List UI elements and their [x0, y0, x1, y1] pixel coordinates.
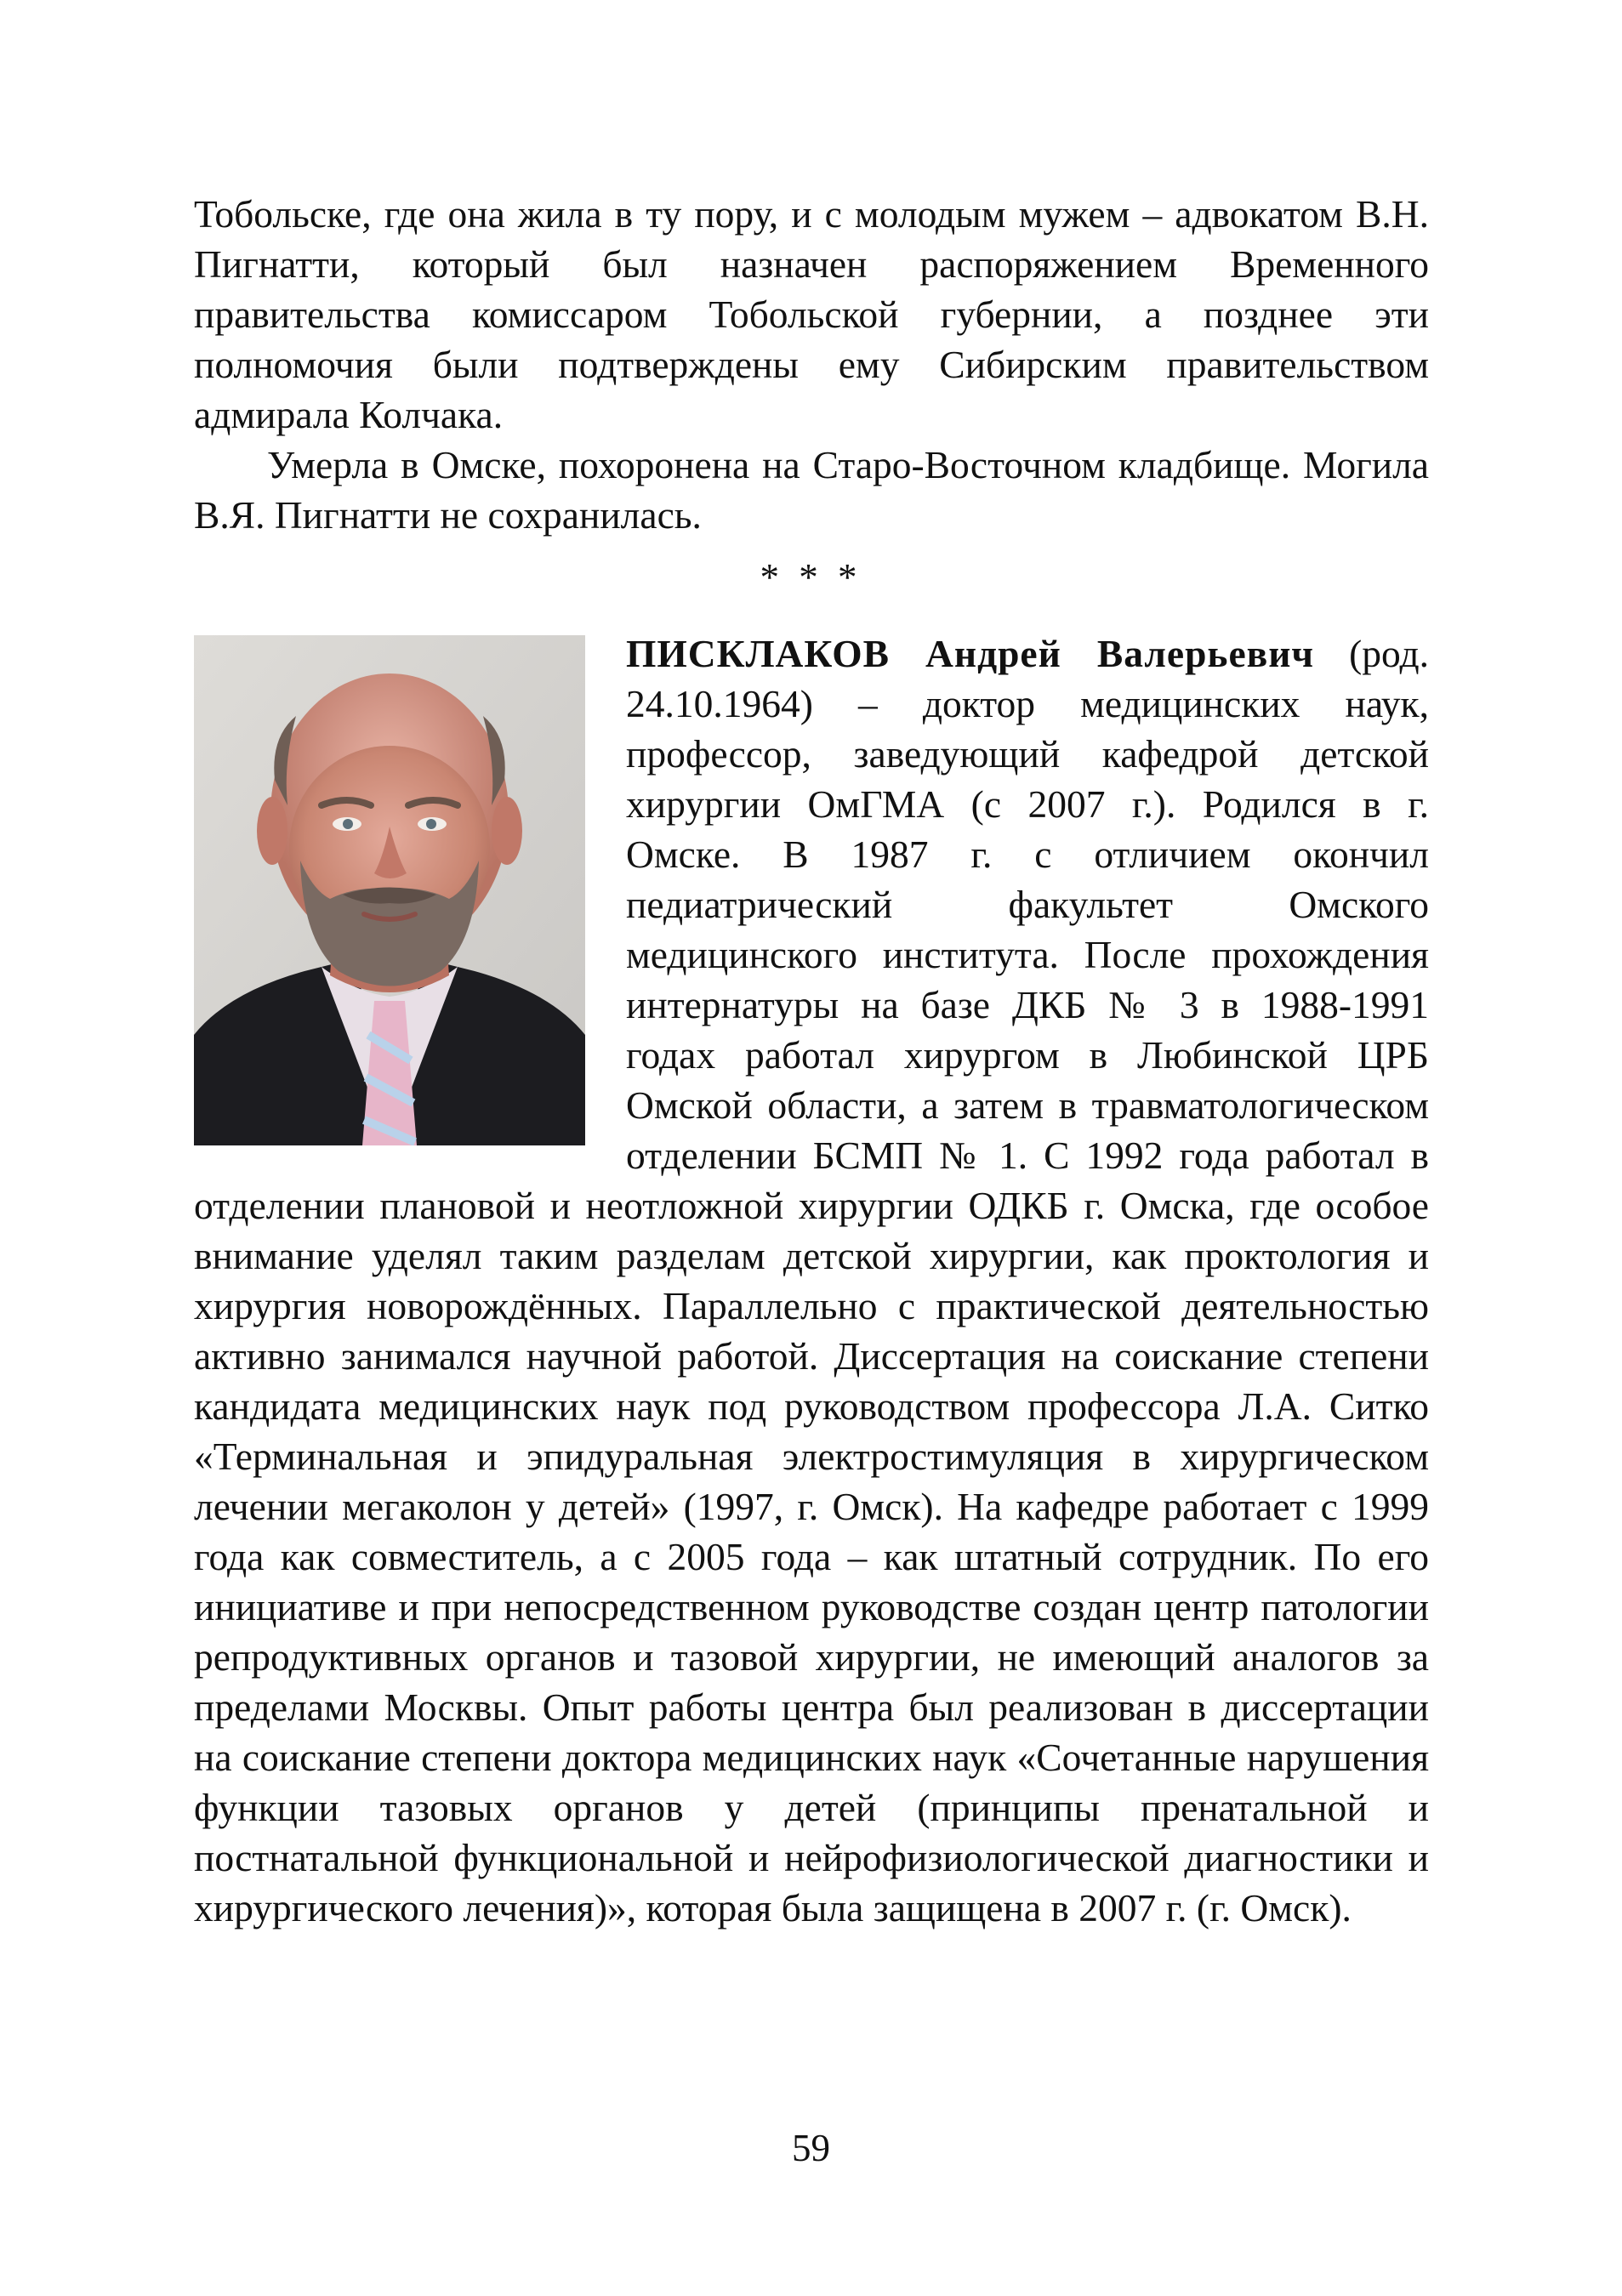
portrait-photo	[194, 635, 585, 1145]
intro-section	[194, 189, 1429, 540]
section-separator: * * *	[760, 556, 862, 599]
portrait-photo-icon	[194, 635, 585, 1145]
page-number: 59	[792, 2127, 830, 2169]
biography-text: (род. 24.10.1964) – доктор медицинских наук, профессор, заведующий кафедрой детской хирургии ОмГМА (с 2007 г.). Родился в г. Омске. В 1987 г. с отличием окончил педиатрический факультет Омского медицинского института. После прохождения интернатуры на базе ДКБ № 3 в 1988-1991 годах работал хирургом в Любинской ЦРБ Омской области, а затем в травматологическом отделении БСМП № 1. С 1992 года работал в отделении плановой и неотложной хирургии ОДКБ г. Омска, где особое внимание уделял таким разделам детской хирургии, как проктология и хирургия новорождённых. Параллельно с практической деятельностью активно занимался научной работой. Диссертация на соискание степени кандидата медицинских наук под руководством профессора Л.А. Ситко «Терминальная и эпидуральная электростимуляция в хирургическом лечении мегаколон у детей» (1997, г. Омск). На кафедре работает с 1999 года как совместитель, а с 2005 года – как штатный сотрудник. По его инициативе и при непосредственном руководстве создан центр патологии репродуктивных органов и тазовой хирургии, не имеющий аналогов за пределами Москвы. Опыт работы центра был реализован в диссертации на соискание степени доктора медицинских наук «Сочетанные нарушения функции тазовых органов у детей (принципы пренатальной и постнатальной функциональной и нейрофизиологической диагностики и хирургического лечения)», которая была защищена в 2007 г. (г. Омск).	[194, 632, 1429, 1929]
biography-name: ПИСКЛАКОВ Андрей Валерьевич	[626, 632, 1315, 675]
intro-paragraph-2: Умерла в Омске, похоронена на Старо-Восточном кладбище. Могила В.Я. Пигнатти не сохранилась.	[194, 443, 1429, 537]
intro-paragraph-1: Тобольске, где она жила в ту пору, и с молодым мужем – адвокатом В.Н. Пигнатти, который был назначен распоряжением Временного правительства комиссаром Тобольской губернии, а позднее эти полномочия были подтверждены ему Сибирским правительством адмирала Колчака.	[194, 192, 1429, 436]
biography-section	[194, 628, 1429, 1933]
